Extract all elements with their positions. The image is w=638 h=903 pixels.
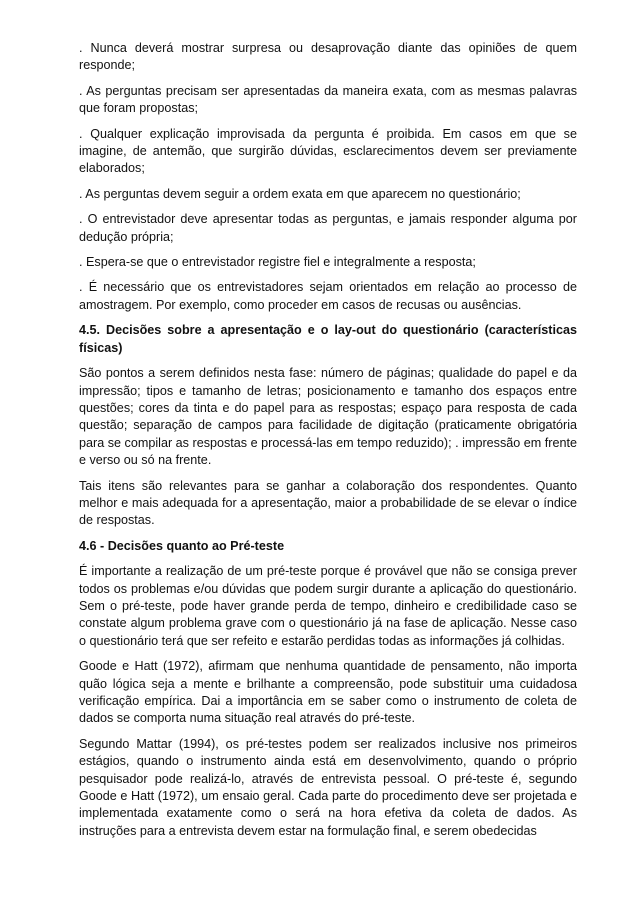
paragraph: São pontos a serem definidos nesta fase: número de páginas; qualidade do papel e da impressão; tipos e tamanho de letras; posicionamento e tamanho dos espaços entre questões; cores da tinta e do papel para as respostas; espaço para resposta de cada questão; separação de campos para facilidade de digitação (praticamente obrigatória para se compilar as respostas e processá-las em tempo reduzido); . impressão em frente e verso ou só na frente.: [79, 366, 577, 468]
paragraph: É importante a realização de um pré-teste porque é provável que não se consiga prever todos os problemas e/ou dúvidas que podem surgir durante a aplicação do questionário. Sem o pré-teste, pode haver grande perda de tempo, dinheiro e credibilidade caso se constate algum problema grave com o questionário já na fase de aplicação. Nesse caso o questionário terá que ser refeito e estarão perdidas todas as informações já colhidas.: [79, 564, 577, 648]
section-heading-4-5: 4.5. Decisões sobre a apresentação e o lay-out do questionário (características físicas): [79, 323, 577, 355]
paragraph: Goode e Hatt (1972), afirmam que nenhuma quantidade de pensamento, não importa quão lógica seja a mente e brilhante a compreensão, pode substituir uma cuidadosa verificação empírica. Dai a importância em se saber como o instrumento de coleta de dados se comporta numa situação real através do pré-teste.: [79, 659, 577, 726]
paragraph: Segundo Mattar (1994), os pré-testes podem ser realizados inclusive nos primeiros estágios, quando o instrumento ainda está em desenvolvimento, quando o próprio pesquisador pode realizá-lo, através de entrevista pessoal. O pré-teste é, segundo Goode e Hatt (1972), um ensaio geral. Cada parte do procedimento deve ser projetada e implementada exatamente como o será na hora efetiva da coleta de dados. As instruções para a entrevista devem estar na formulação final, e serem obedecidas: [79, 736, 577, 838]
list-item: . As perguntas precisam ser apresentadas da maneira exata, com as mesmas palavras que foram propostas;: [79, 83, 577, 116]
list-item: . O entrevistador deve apresentar todas as perguntas, e jamais responder alguma por dedução própria;: [79, 212, 577, 244]
list-item: . Qualquer explicação improvisada da pergunta é proibida. Em casos em que se imagine, de antemão, que surgirão dúvidas, esclarecimentos devem ser previamente elaborados;: [79, 126, 577, 176]
list-item: . É necessário que os entrevistadores sejam orientados em relação ao processo de amostragem. Por exemplo, como proceder em casos de recusas ou ausências.: [79, 280, 577, 312]
list-item: . Nunca deverá mostrar surpresa ou desaprovação diante das opiniões de quem responde;: [79, 41, 577, 73]
section-heading-4-6: 4.6 - Decisões quanto ao Pré-teste: [79, 538, 285, 553]
list-item: . Espera-se que o entrevistador registre fiel e integralmente a resposta;: [79, 255, 476, 270]
page-content: [79, 40, 577, 846]
paragraph: Tais itens são relevantes para se ganhar a colaboração dos respondentes. Quanto melhor e mais adequada for a apresentação, maior a probabilidade de se elevar o índice de respostas.: [79, 478, 577, 528]
list-item: . As perguntas devem seguir a ordem exata em que aparecem no questionário;: [79, 186, 521, 201]
